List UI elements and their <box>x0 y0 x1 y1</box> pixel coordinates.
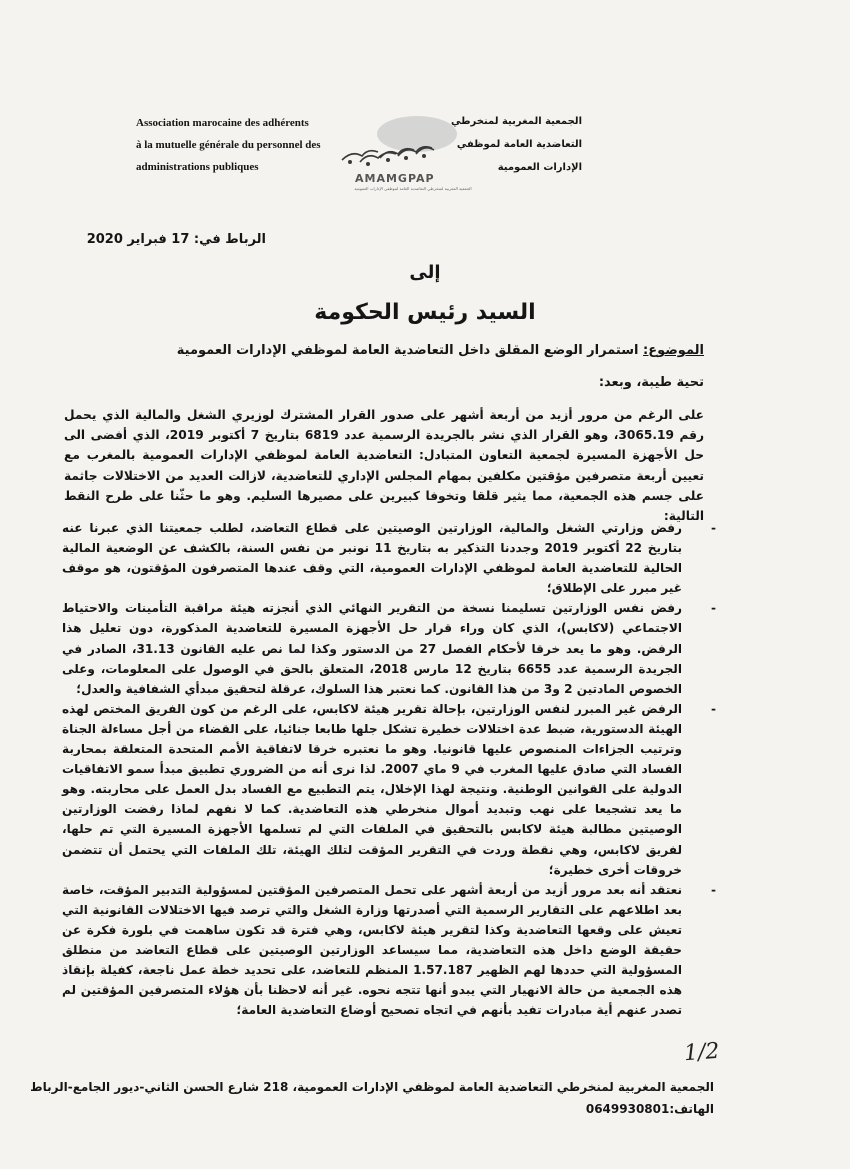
letterhead-fr-line: administrations publiques <box>136 161 259 173</box>
french-letterhead <box>136 112 346 178</box>
point-text: رفض وزارتي الشغل والمالية، الوزارتين الوصيتين على قطاع التعاضد، لطلب جمعيتنا الذي عبرنا عنه بتاريخ 22 أكتوبر 2019 وجددنا التذكير به بتاريخ 11 نونبر من نفس السنة، بالكشف عن الوضعية المالية الحالية للتعاضدية العامة لموظفي الإدارات العمومية، التي وقف عندها المتصرفون المؤقتون، هو موقف غير مبرر على الإطلاق؛ <box>62 521 683 596</box>
letterhead-fr-line: à la mutuelle générale du personnel des <box>136 139 321 151</box>
footer-phone: الهاتف:0649930801 <box>585 1102 714 1116</box>
page-number: 1/2 <box>683 1038 721 1067</box>
bullet-dash: - <box>710 601 716 616</box>
list-item <box>62 699 716 880</box>
bullet-dash: - <box>710 521 716 535</box>
point-text: الرفض غير المبرر لنفس الوزارتين، بإحالة تقرير هيئة لاكابس، على الرغم من كون الفريق المختص لهذه الهيئة الدستورية، ضبط عدة اختلالات خطيرة تشكل جلها طابعا جنائيا، على القضاء من أجل مساءلة الجناة وترتيب الجزاءات المنصوص عليها قانونيا. وهو ما نعتبره خرقا لاتفاقية الأمم المتحدة المتعلقة بمحاربة الفساد التي صادق عليها المغرب في 9 ماي 2007. لذا نرى أنه من الضروري تطبيق مبدأ سمو الاتفاقيات الدولية على القوانين الوطنية. ونتيجة لهذا الإخلال، يتم التطبيع مع الفساد بدل العمل على محاربته. وهو ما يعد تشجيعا على نهب وتبديد أموال منخرطي هذه التعاضدية. كما لا نفهم لماذا رفضت الوزارتين الوصيتين مطالبة هيئة لاكابس بالتحقيق في الملفات التي لم تسلمها الأجهزة المسيرة التي تم حلها، لفريق لاكابس، وهي نقطة وردت في التقرير المؤقت لتلك الهيئة، تلك الملفات التي يحتمل أن تتضمن خروقات أخرى خطيرة؛ <box>62 701 682 877</box>
points-list <box>62 518 716 1020</box>
letter-date: الرباط في: 17 فبراير 2020 <box>86 232 266 247</box>
bullet-dash: - <box>710 882 716 897</box>
points-list-container <box>62 518 716 1020</box>
point-text: نعتقد أنه بعد مرور أزيد من أربعة أشهر على تحمل المتصرفين المؤقتين لمسؤولية التدبير المؤقت، خاصة بعد اطلاعهم على التقارير الرسمية التي أصدرتها وزارة الشغل والتي ترصد فيها الاختلالات القانونية التي تعيش على وقعها التعاضدية وكذا لتقرير هيئة لاكابس، وهي فترة قد تكون ساهمت في بلورة فكرة عن حقيقة الوضع داخل هذه التعاضدية، مما سيساعد الوزارتين الوصيتين على قطاع التعاضد من منطلق المسؤولية التي حددها لهم الظهير 1.57.187 المنظم للتعاضد، على تحديد خطة عمل ناجعة، كفيلة بإنقاذ هذه الجمعية من حالة الانهيار التي يبدو أنها تتجه نحوه. غير أنه لاحظنا بأن هؤلاء المتصرفين المؤقتين لم تصدر عنهم أية مبادرات تفيد بأنهم في اتجاه تصحيح أوضاع التعاضدية العامة؛ <box>62 882 682 1018</box>
subject-line <box>64 343 704 358</box>
letterhead-ar-line: الجمعية المغربية لمنخرطي <box>450 116 582 127</box>
intro-paragraph <box>64 405 704 526</box>
list-item <box>62 518 716 598</box>
footer-address: الجمعية المغربية لمنخرطي التعاضدية العامة لموظفي الإدارات العمومية، 218 شارع الحسن الثاني-ديور الجامع-الرباط <box>30 1080 714 1094</box>
list-item <box>62 598 716 698</box>
greeting: تحية طيبة، وبعد: <box>598 375 704 390</box>
subject-text: استمرار الوضع المقلق داخل التعاضدية العامة لموظفي الإدارات العمومية <box>176 343 643 358</box>
footer <box>30 1076 714 1120</box>
recipient-title: السيد رئيس الحكومة <box>314 300 536 325</box>
bullet-dash: - <box>710 701 716 716</box>
intro-text: على الرغم من مرور أزيد من أربعة أشهر على صدور القرار المشترك لوزيري الشغل والمالية الذي يحمل رقم 3065.19، وهو القرار الذي نشر بالجريدة الرسمية عدد 6819 بتاريخ 7 أكتوبر 2019، الذي أفضى الى حل الأجهزة المسيرة لجمعية التعاون المتبادل: التعاضدية العامة لموظفي الإدارات العمومية بالمغرب مع تعيين أربعة متصرفين مؤقتين مكلفين بمهام المجلس الإداري للتعاضدية، لازالت العديد من الاختلالات جاثمة على جسم هذه الجمعية، مما يثير قلقا وتخوفا كبيرين على مصيرها السليم. وهو ما حثّنا على طرح النقط التالية: <box>64 408 705 524</box>
letterhead-fr-line: Association marocaine des adhérents <box>136 117 309 129</box>
subject-label: الموضوع: <box>643 343 704 358</box>
arabic-letterhead <box>422 110 582 179</box>
list-item <box>62 880 716 1021</box>
addressee-prefix: إلى <box>409 262 441 283</box>
point-text: رفض نفس الوزارتين تسليمنا نسخة من التقرير النهائي الذي أنجزته هيئة مراقبة التأمينات والاحتياط الاجتماعي (لاكابس)، الذي كان وراء قرار حل الأجهزة المسيرة للتعاضدية المذكورة، دون تعليل هذا الرفض. وهو ما يعد خرقا لأحكام الفصل 27 من الدستور وكذا لما نص عليه القانون 31.13، الصادر في الجريدة الرسمية عدد 6655 بتاريخ 12 مارس 2018، المتعلق بالحق في الوصول على المعلومات، وعلى الخصوص المادتين 2 و3 من هذا القانون. كما نعتبر هذا السلوك، عرقلة لتحقيق مبدأي الشفافية والعدل؛ <box>62 601 683 696</box>
logo-caption: الجمعية المغربية لمنخرطي التعاضدية العامة لموظفي الإدارات العمومية <box>354 186 472 191</box>
letterhead-ar-line: التعاضدية العامة لموظفي <box>456 139 582 150</box>
letterhead-ar-line: الإدارات العمومية <box>497 162 582 173</box>
logo-wordmark: AMAMGPAP <box>355 172 435 185</box>
